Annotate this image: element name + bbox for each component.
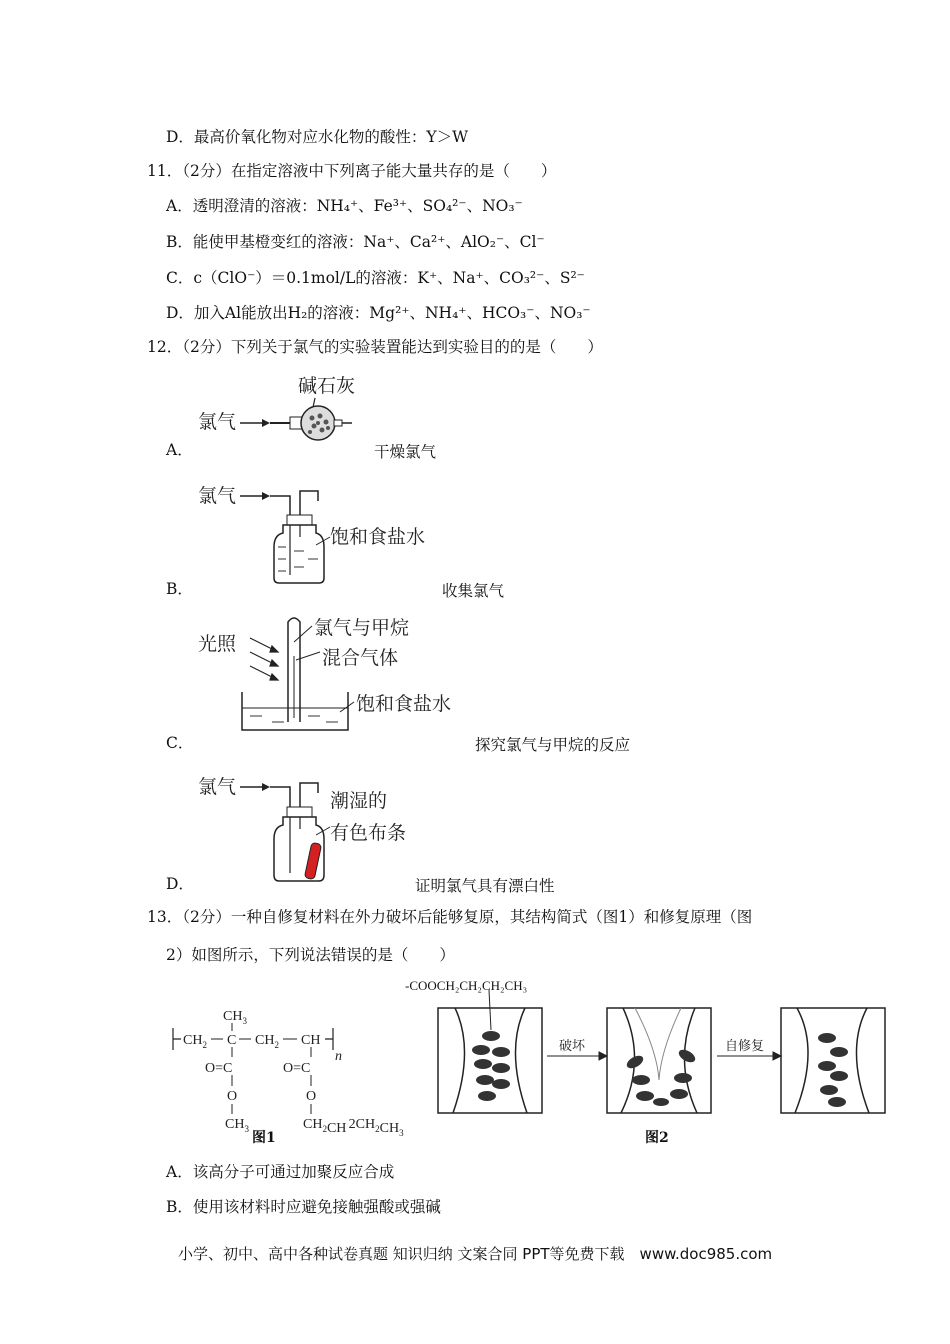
q12-option-d-caption: 证明氯气具有漂白性 <box>415 877 555 895</box>
chlorine-label: 氯气 <box>198 411 237 433</box>
q13-stem-line2: 2）如图所示，下列说法错误的是（ ） <box>166 946 455 964</box>
q12-option-b-caption: 收集氯气 <box>442 582 505 600</box>
break-label: 破坏 <box>559 1039 586 1054</box>
svg-text:O=C: O=C <box>283 1061 311 1076</box>
q12-stem: 12．（2分）下列关于氯气的实验装置能达到实验目的的是（ ） <box>147 338 603 356</box>
ester-group-label: -COOCH₂CH₂CH₂CH₃ <box>405 978 528 993</box>
methane-chlorination-diagram <box>190 612 480 742</box>
bleaching-test-diagram <box>190 765 420 890</box>
q12-option-d-letter: D． <box>166 875 194 893</box>
svg-text:CH3: $CH_3$ <box>223 1009 247 1026</box>
q12-option-c-caption: 探究氯气与甲烷的反应 <box>475 736 631 754</box>
q10-option-d: D．最高价氧化物对应水化物的酸性：Y＞W <box>166 128 469 146</box>
svg-text:CH: CH <box>301 1033 321 1048</box>
q13-option-a: A．该高分子可通过加聚反应合成 <box>166 1163 395 1181</box>
svg-text:n: n <box>335 1049 342 1064</box>
chlorine-label: 氯气 <box>198 485 237 507</box>
q11-option-d: D．加入Al能放出H₂的溶液：Mg²⁺、NH₄⁺、HCO₃⁻、NO₃⁻ <box>166 304 591 322</box>
q13-option-b: B．使用该材料时应避免接触强酸或强碱 <box>166 1198 441 1216</box>
svg-text:O: O <box>306 1089 317 1104</box>
svg-text:CH2CH 2CH2CH3: $CH_2CH$ $2CH_2CH_3$ <box>303 1117 404 1138</box>
svg-text:C: C <box>227 1033 237 1048</box>
light-label: 光照 <box>198 633 237 655</box>
svg-text:O=C: O=C <box>205 1061 233 1076</box>
self-repair-figure <box>435 990 895 1120</box>
q11-option-a: A．透明澄清的溶液：NH₄⁺、Fe³⁺、SO₄²⁻、NO₃⁻ <box>166 197 523 215</box>
figure-2-label: 图2 <box>645 1130 669 1146</box>
brine-label: 饱和食盐水 <box>356 693 452 715</box>
svg-text:CH2: $CH_2$ <box>255 1033 279 1050</box>
self-repair-label: 自修复 <box>725 1039 765 1054</box>
q12-option-c-letter: C． <box>166 734 194 752</box>
gas-mix-label-1: 氯气与甲烷 <box>314 617 410 639</box>
page-footer: 小学、初中、高中各种试卷真题 知识归纳 文案合同 PPT等免费下载 www.doc985.com <box>178 1245 773 1263</box>
q11-option-b: B．能使甲基橙变红的溶液：Na⁺、Ca²⁺、AlO₂⁻、Cl⁻ <box>166 233 545 251</box>
svg-text:O: O <box>227 1089 238 1104</box>
q12-option-a-letter: A． <box>166 441 193 459</box>
chlorine-label: 氯气 <box>198 776 237 798</box>
gas-bottle-diagram <box>190 475 450 590</box>
figure-1-label: 图1 <box>252 1130 276 1146</box>
soda-lime-label: 碱石灰 <box>298 375 356 397</box>
cloth-label-1: 潮湿的 <box>330 790 388 812</box>
structural-formula-figure <box>165 1000 425 1150</box>
brine-label: 饱和食盐水 <box>330 526 426 548</box>
gas-mix-label-2: 混合气体 <box>322 647 399 669</box>
q12-option-b-letter: B． <box>166 580 193 598</box>
cloth-label-2: 有色布条 <box>330 822 407 844</box>
svg-text:CH3: $CH_3$ <box>225 1117 249 1134</box>
svg-text:CH2: $CH_2$ <box>183 1033 207 1050</box>
drying-tube-diagram <box>190 368 380 448</box>
q11-stem: 11．（2分）在指定溶液中下列离子能大量共存的是（ ） <box>147 162 557 180</box>
q13-stem-line1: 13．（2分）一种自修复材料在外力破坏后能够复原，其结构简式（图1）和修复原理（图 <box>147 908 753 926</box>
q11-option-c: C．c（ClO⁻）＝0.1mol/L的溶液：K⁺、Na⁺、CO₃²⁻、S²⁻ <box>166 269 585 287</box>
q12-option-a-caption: 干燥氯气 <box>374 443 437 461</box>
